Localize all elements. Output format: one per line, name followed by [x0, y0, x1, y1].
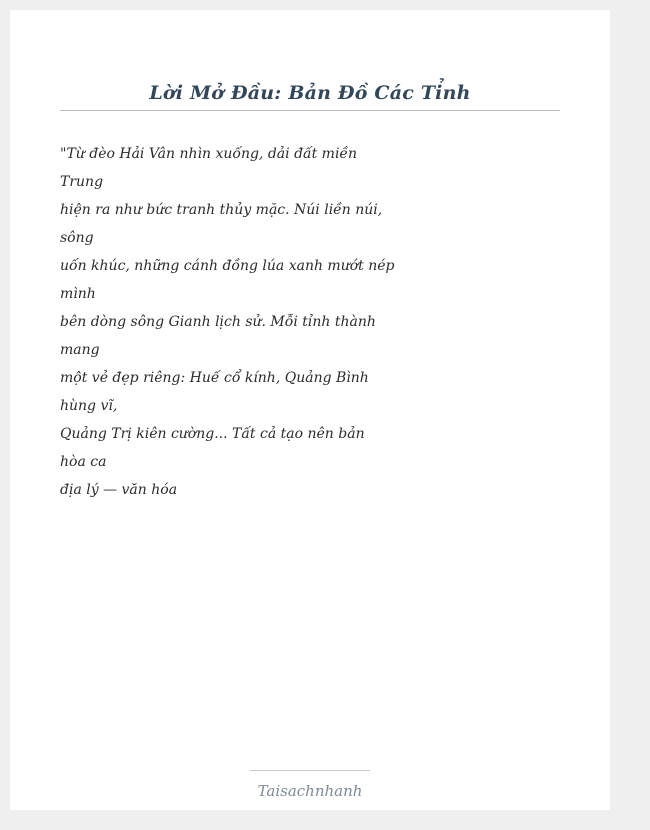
footer-divider [250, 770, 370, 771]
body-line: Trung [60, 174, 104, 190]
body-line: sông [60, 230, 94, 246]
body-text [60, 140, 395, 504]
body-line: địa lý — văn hóa [60, 482, 178, 498]
footer-brand: Taisachnhanh [257, 782, 363, 800]
title-divider [60, 110, 560, 111]
body-line: Quảng Trị kiên cường... Tất cả tạo nên bản [60, 426, 365, 442]
body-line: "Từ đèo Hải Vân nhìn xuống, dải đất miền [60, 146, 358, 162]
body-line: uốn khúc, những cánh đồng lúa xanh mướt nép [60, 258, 395, 274]
body-line: một vẻ đẹp riêng: Huế cổ kính, Quảng Bình [60, 370, 369, 386]
document-page [10, 10, 610, 810]
body-line: mình [60, 286, 96, 302]
page-title: Lời Mở Đầu: Bản Đồ Các Tỉnh [149, 82, 471, 104]
body-line: bên dòng sông Gianh lịch sử. Mỗi tỉnh thành [60, 314, 376, 330]
body-line: hùng vĩ, [60, 398, 118, 414]
body-line: hiện ra như bức tranh thủy mặc. Núi liền núi, [60, 202, 383, 218]
body-line: mang [60, 342, 100, 358]
body-line: hòa ca [60, 454, 107, 470]
